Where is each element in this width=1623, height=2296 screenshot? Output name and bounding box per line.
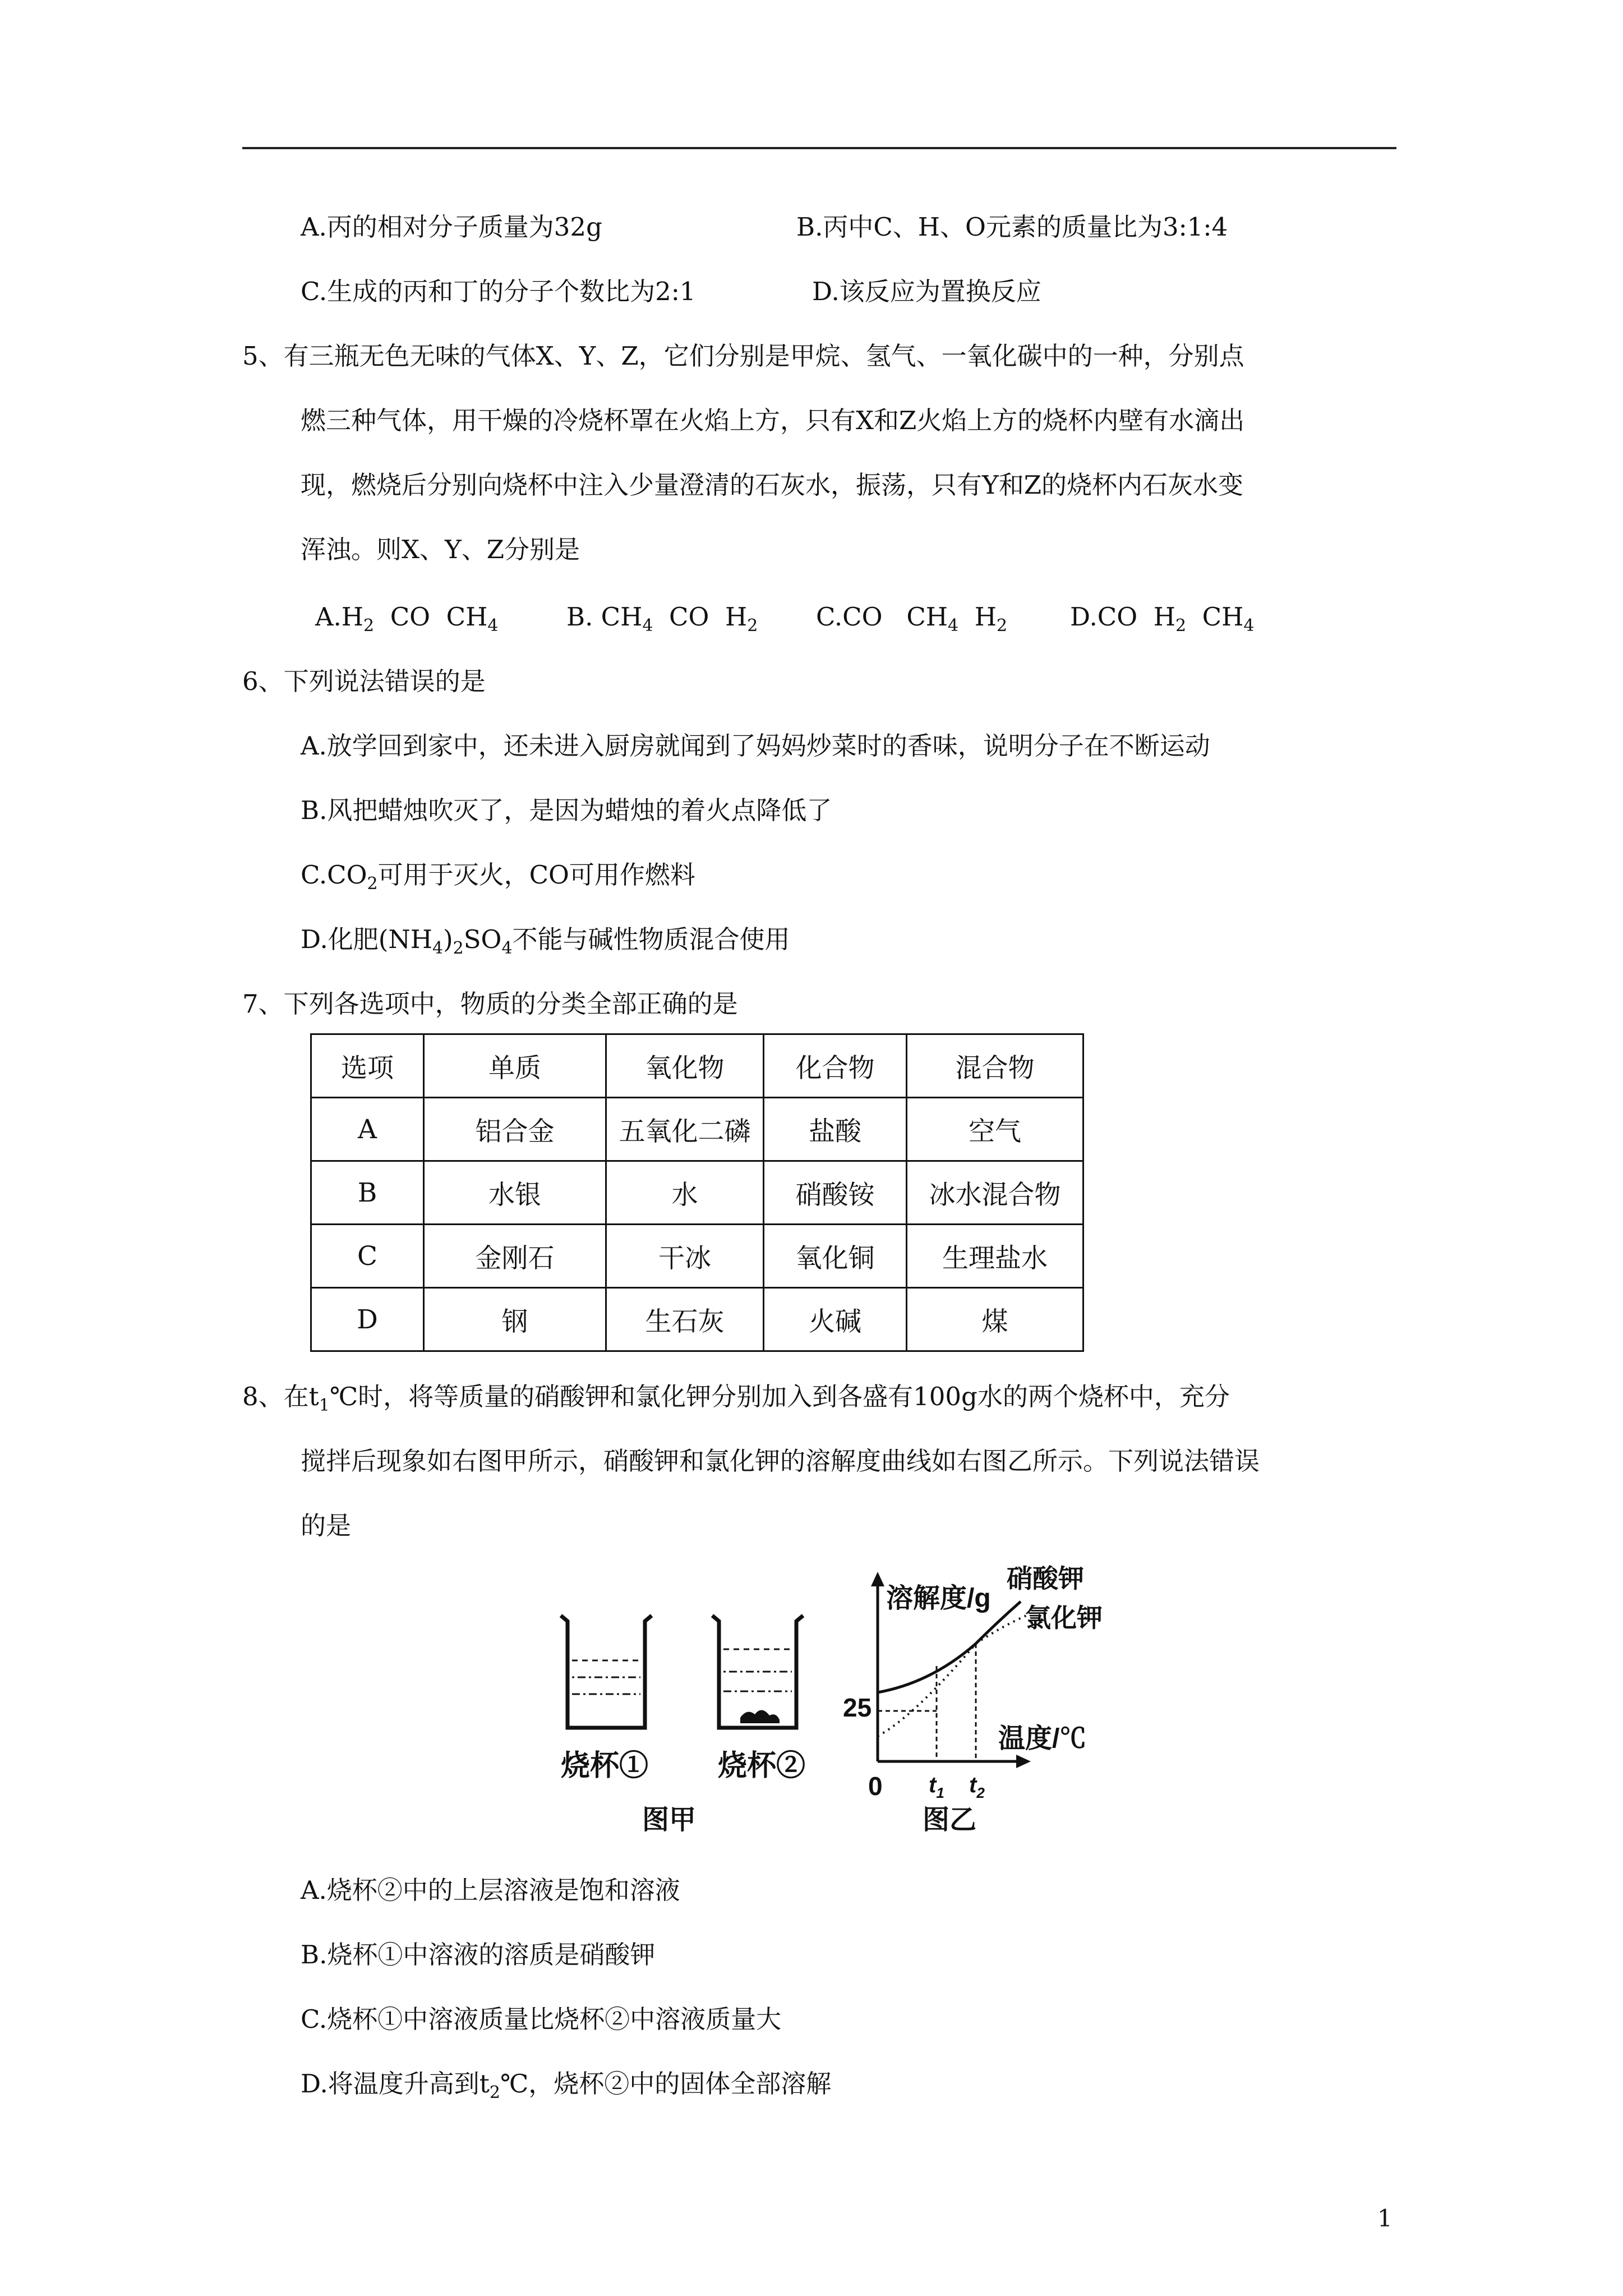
y-axis-arrow-icon [871, 1572, 884, 1586]
table-cell: 氧化铜 [764, 1225, 907, 1288]
table-cell: 冰水混合物 [907, 1161, 1083, 1225]
q5-option-d: D.CO $H_2$ $CH_4$ [1070, 602, 1255, 636]
table-cell: 火碱 [764, 1288, 907, 1351]
table-cell: A [311, 1098, 424, 1161]
q5-line-4: 浑浊。则X、Y、Z分别是 [301, 535, 580, 564]
beaker-2-icon [712, 1616, 803, 1728]
header-rule [242, 147, 1396, 149]
table-cell: 生石灰 [606, 1288, 764, 1351]
q4-option-d: D.该反应为置换反应 [812, 277, 1041, 306]
q8-line-3: 的是 [301, 1511, 352, 1540]
q8-option-a: A.烧杯②中的上层溶液是饱和溶液 [301, 1875, 680, 1905]
q8-line-2: 搅拌后现象如右图甲所示，硝酸钾和氯化钾的溶解度曲线如右图乙所示。下列说法错误 [301, 1446, 1260, 1476]
x-axis-arrow-icon [1016, 1755, 1031, 1768]
table-header-cell: 单质 [424, 1034, 606, 1098]
q5-line-2: 燃三种气体，用干燥的冷烧杯罩在火焰上方，只有X和Z火焰上方的烧杯内壁有水滴出 [301, 406, 1245, 435]
beaker-2-label: 烧杯② [718, 1750, 806, 1782]
table-cell: 五氧化二磷 [606, 1098, 764, 1161]
table-cell: 水 [606, 1161, 764, 1225]
table-cell: 铝合金 [424, 1098, 606, 1161]
q8-line-1: 8、在$t_1℃$时，将等质量的硝酸钾和氯化钾分别加入到各盛有100g水的两个烧杯中，充分 [242, 1382, 1230, 1415]
q6-option-b: B.风把蜡烛吹灭了，是因为蜡烛的着火点降低了 [301, 795, 832, 825]
table-header-cell: 混合物 [907, 1034, 1083, 1098]
table-row [311, 1098, 1083, 1161]
q8-option-c: C.烧杯①中溶液质量比烧杯②中溶液质量大 [301, 2004, 782, 2034]
table-cell: 干冰 [606, 1225, 764, 1288]
table-row [311, 1161, 1083, 1225]
table-cell: C [311, 1225, 424, 1288]
beaker-1-icon [561, 1616, 652, 1728]
table-cell: 盐酸 [764, 1098, 907, 1161]
figure-b-caption: 图乙 [923, 1805, 977, 1835]
table-cell: 空气 [907, 1098, 1083, 1161]
table-cell: D [311, 1288, 424, 1351]
solubility-chart [843, 1565, 1103, 1801]
table-cell: 金刚石 [424, 1225, 606, 1288]
q4-option-a: A.丙的相对分子质量为32g [301, 212, 602, 242]
series-line-kcl [878, 1616, 1026, 1736]
legend-kno3: 硝酸钾 [1007, 1565, 1084, 1593]
series-line-kno3 [878, 1602, 1021, 1692]
table-row [311, 1288, 1083, 1351]
classification-table [310, 1033, 1084, 1352]
q5-option-b: B. $CH_4$ CO $H_2$ [566, 602, 758, 636]
q8-option-b: B.烧杯①中溶液的溶质是硝酸钾 [301, 1940, 656, 1970]
figure-a-caption: 图甲 [642, 1805, 697, 1835]
y-axis-label: 溶解度/g [886, 1584, 991, 1613]
beaker-1-label: 烧杯① [561, 1750, 649, 1782]
x-tick-t1: $t_1$ [929, 1773, 944, 1801]
origin-label: 0 [868, 1772, 883, 1801]
q5-option-a: $A.H_2$ CO $CH_4$ [315, 602, 499, 636]
page-number: 1 [1377, 2205, 1393, 2232]
table-cell: 钢 [424, 1288, 606, 1351]
q4-option-b: B.丙中C、H、O元素的质量比为3:1:4 [796, 212, 1228, 242]
q7-stem: 7、下列各选项中，物质的分类全部正确的是 [242, 989, 738, 1019]
table-cell: 生理盐水 [907, 1225, 1083, 1288]
y-tick-25: 25 [843, 1693, 872, 1722]
table-cell: B [311, 1161, 424, 1225]
q6-option-c: $C.CO_2$可用于灭火，CO可用作燃料 [301, 860, 695, 894]
table-row [311, 1225, 1083, 1288]
q6-stem: 6、下列说法错误的是 [242, 666, 486, 696]
q4-option-c: C.生成的丙和丁的分子个数比为2:1 [301, 277, 696, 306]
table-cell: 硝酸铵 [764, 1161, 907, 1225]
table-cell: 水银 [424, 1161, 606, 1225]
q5-line-3: 现，燃烧后分别向烧杯中注入少量澄清的石灰水，振荡，只有Y和Z的烧杯内石灰水变 [301, 470, 1243, 500]
x-tick-t2: $t_2$ [969, 1773, 985, 1801]
legend-kcl: 氯化钾 [1025, 1603, 1103, 1632]
x-axis-label: 温度/℃ [998, 1724, 1087, 1754]
q6-option-a: A.放学回到家中，还未进入厨房就闻到了妈妈炒菜时的香味，说明分子在不断运动 [301, 731, 1210, 761]
q5-line-1: 5、有三瓶无色无味的气体X、Y、Z，它们分别是甲烷、氢气、一氧化碳中的一种，分别点 [242, 341, 1244, 371]
q8-option-d: D.将温度升高到$t_2℃$，烧杯②中的固体全部溶解 [301, 2069, 832, 2102]
solubility-figure [550, 1565, 1144, 1846]
table-header-row [311, 1034, 1083, 1098]
q6-option-d: D.化肥$(NH_4)_2SO_4$不能与碱性物质混合使用 [301, 924, 790, 958]
q5-option-c: C.CO $CH_4$ $H_2$ [816, 602, 1008, 636]
table-cell: 煤 [907, 1288, 1083, 1351]
table-header-cell: 氧化物 [606, 1034, 764, 1098]
table-header-cell: 选项 [311, 1034, 424, 1098]
table-header-cell: 化合物 [764, 1034, 907, 1098]
